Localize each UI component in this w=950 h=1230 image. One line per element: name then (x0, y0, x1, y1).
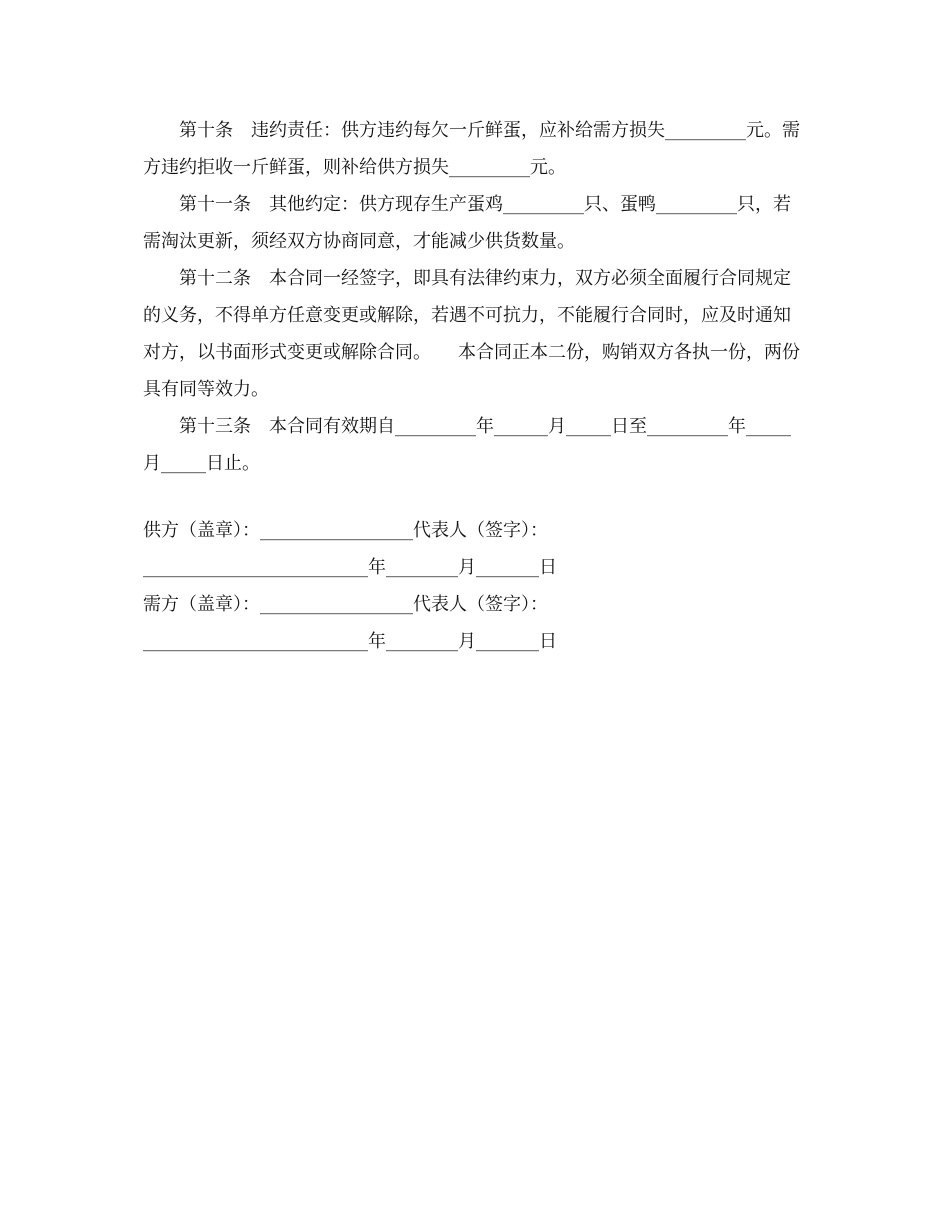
clause-10 (143, 112, 803, 186)
buyer-date-line: _________________________年________月_______日 (143, 631, 557, 652)
clause-number: 第十条 (179, 120, 233, 141)
clause-number: 第十三条 (179, 416, 251, 437)
supplier-signature-line: 供方（盖章）：_________________代表人（签字）： (143, 520, 548, 541)
contract-clauses (143, 112, 803, 482)
buyer-signature-line: 需方（盖章）：_________________代表人（签字）： (143, 594, 548, 615)
clause-text: 其他约定：供方现存生产蛋鸡_________只、蛋鸭_________只，若需淘汰更新，须经双方协商同意，才能减少供货数量。 (143, 194, 791, 252)
supplier-date-line: _________________________年________月_______日 (143, 557, 557, 578)
clause-number: 第十一条 (179, 194, 251, 215)
clause-text: 违约责任：供方违约每欠一斤鲜蛋，应补给需方损失_________元。需方违约拒收一斤鲜蛋，则补给供方损失_________元。 (143, 120, 800, 178)
clause-13 (143, 408, 803, 482)
clause-11 (143, 186, 803, 260)
clause-number: 第十二条 (179, 268, 251, 289)
signature-block (143, 512, 803, 660)
clause-text: 本合同有效期自_________年______月_____日至_________年_____月_____日止。 (143, 416, 791, 474)
clause-text: 本合同一经签字，即具有法律约束力，双方必须全面履行合同规定的义务，不得单方任意变更或解除，若遇不可抗力，不能履行合同时，应及时通知对方，以书面形式变更或解除合同。 本合同正本二份，购销双方各执一份，两份具有同等效力。 (143, 268, 800, 400)
clause-12 (143, 260, 803, 408)
